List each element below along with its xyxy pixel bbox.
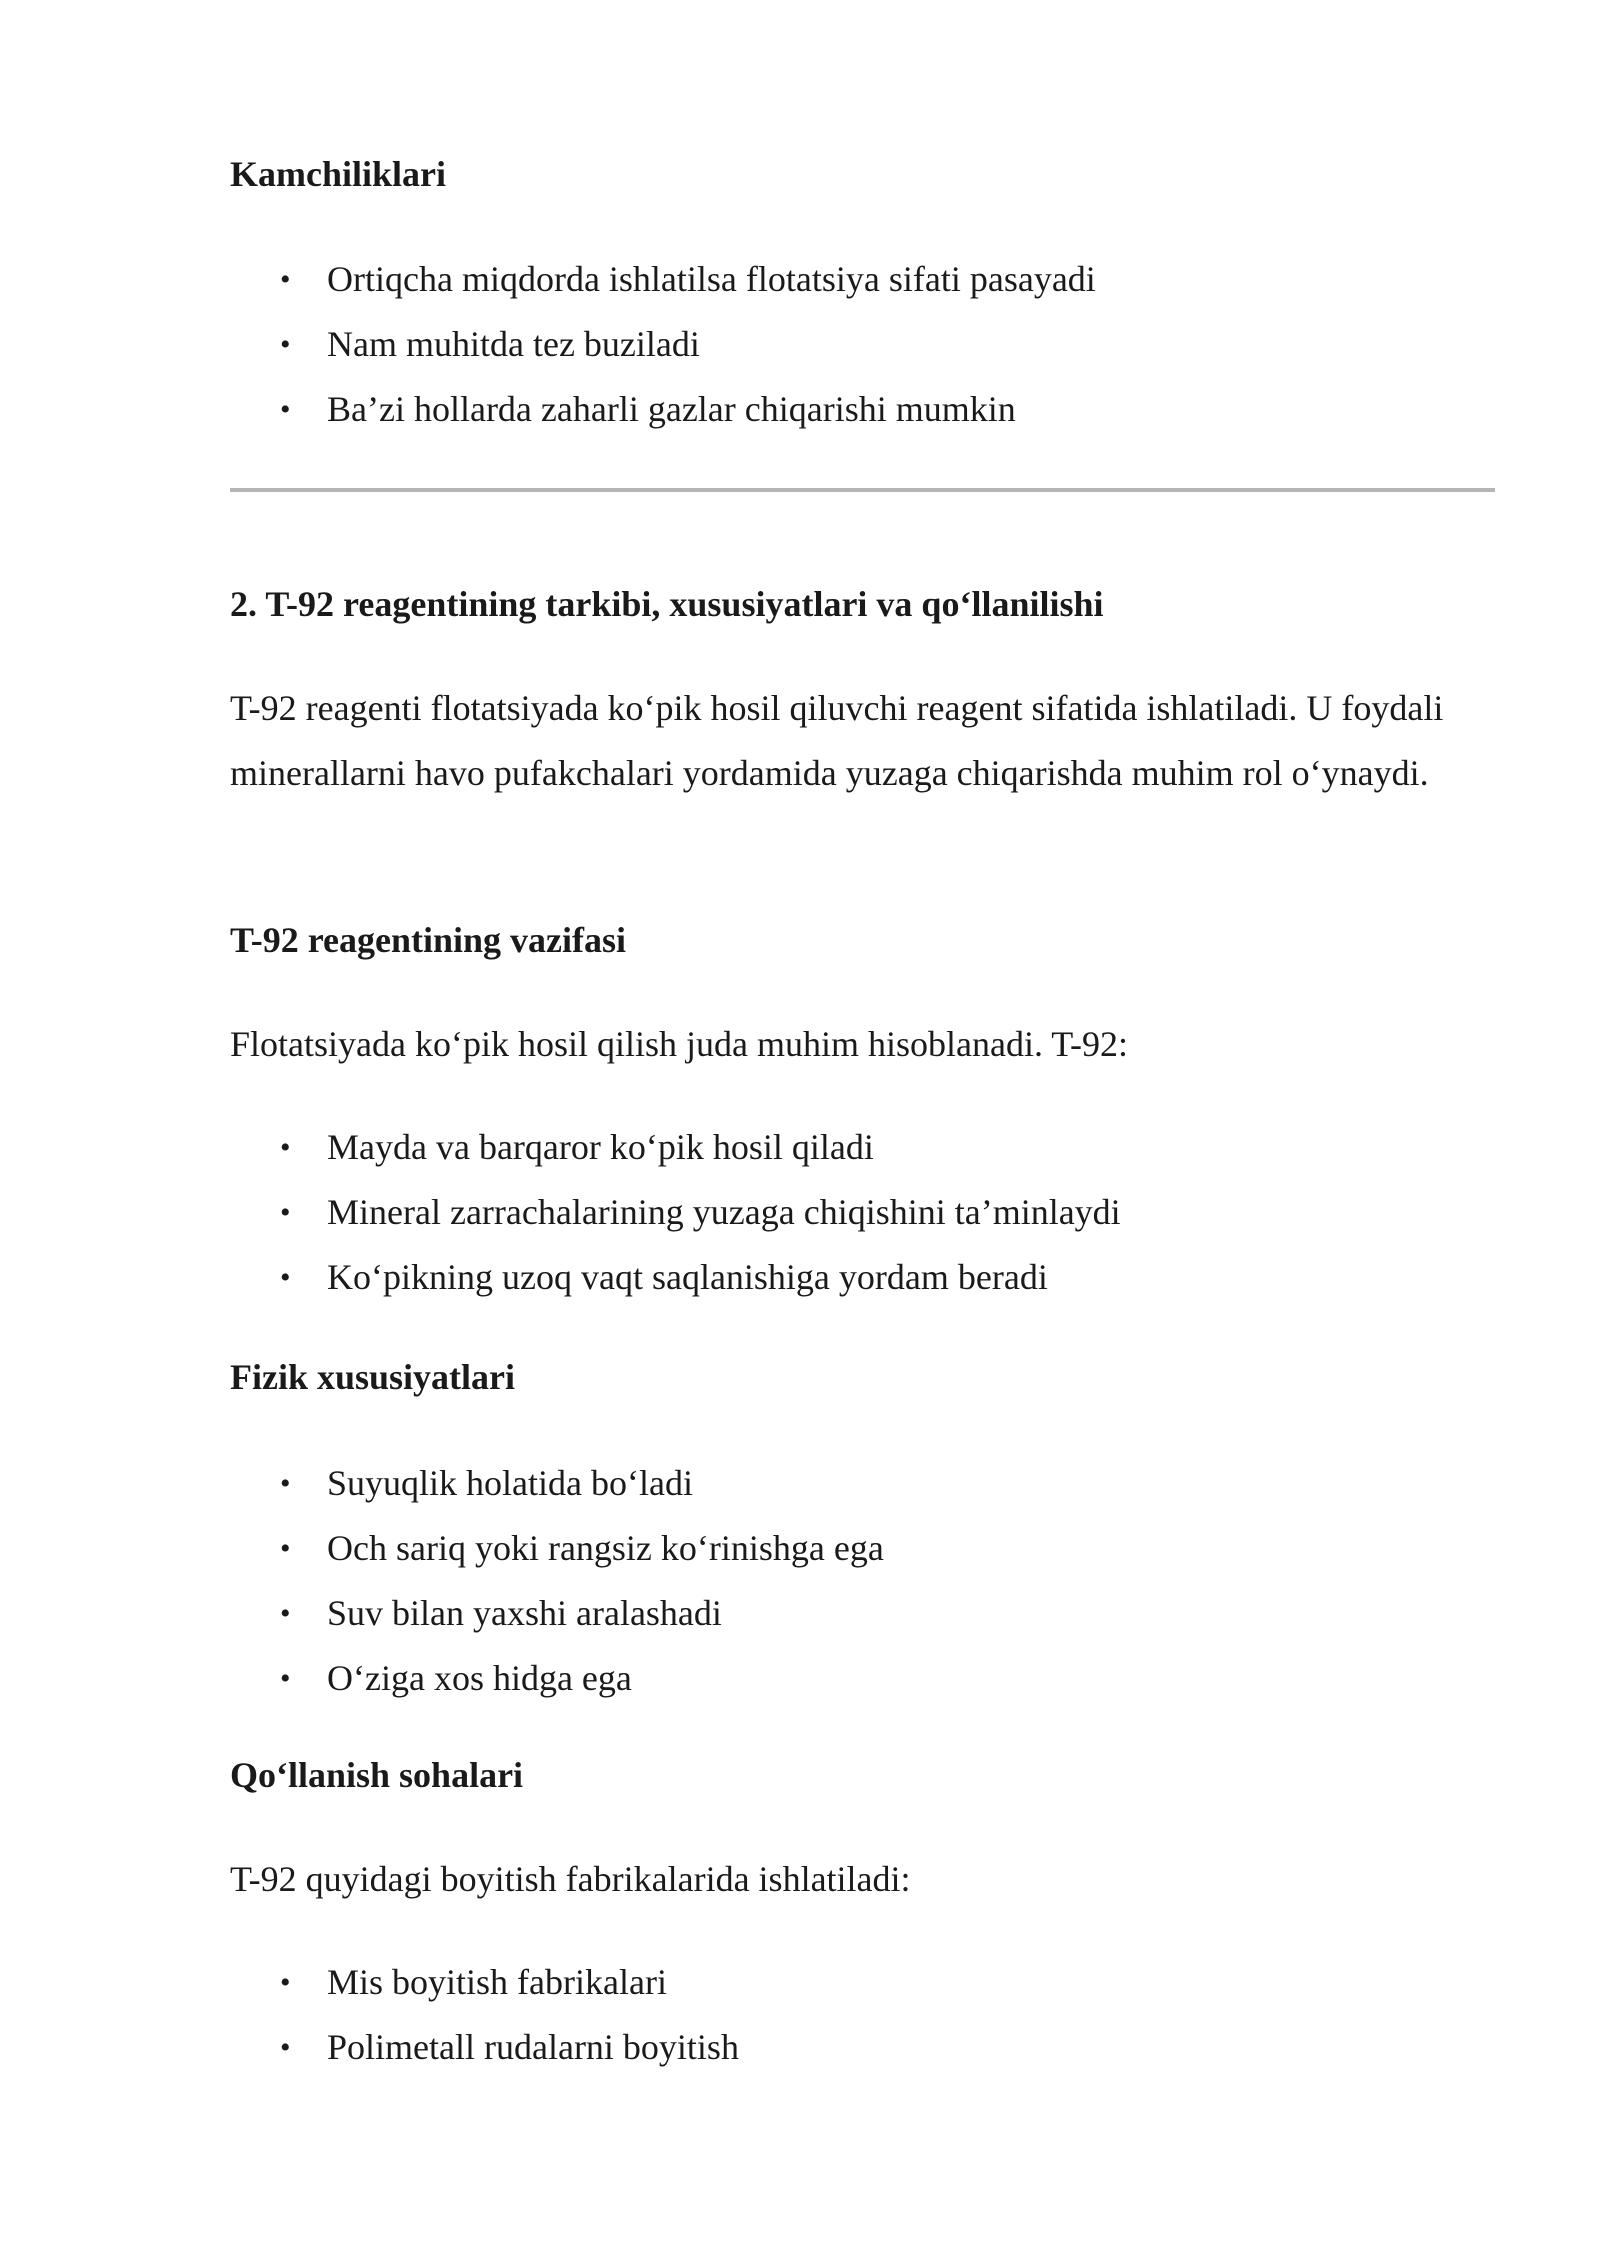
section-heading-t92: 2. T-92 reagentining tarkibi, xususiyatlari va qo‘llanilishi xyxy=(230,584,1104,624)
bullet-icon: • xyxy=(280,263,291,296)
section2-intro-paragraph: T-92 reagenti flotatsiyada ko‘pik hosil qiluvchi reagent sifatida ishlatiladi. U foydali minerallarni havo pufakchalari yordamida yuzaga chiqarishda muhim rol o‘ynaydi. xyxy=(230,688,1444,793)
bullet-icon: • xyxy=(280,1966,291,1999)
section-heading-qollanish: Qo‘llanish sohalari xyxy=(230,1755,524,1795)
vazifasi-list xyxy=(230,1115,1121,1310)
section-heading-vazifasi: T-92 reagentining vazifasi xyxy=(230,920,627,960)
list-item: • Polimetall rudalarni boyitish xyxy=(230,2015,739,2080)
list-item: • Nam muhitda tez buziladi xyxy=(230,312,1096,377)
qollanish-list xyxy=(230,1950,739,2080)
list-item: • Ba’zi hollarda zaharli gazlar chiqarishi mumkin xyxy=(230,377,1096,442)
kamchiliklar-list xyxy=(230,247,1096,442)
list-item: • Suv bilan yaxshi aralashadi xyxy=(230,1581,884,1646)
list-item: • Ko‘pikning uzoq vaqt saqlanishiga yordam beradi xyxy=(230,1245,1121,1310)
bullet-icon: • xyxy=(280,393,291,426)
list-item: • Mayda va barqaror ko‘pik hosil qiladi xyxy=(230,1115,1121,1180)
section-heading-fizik: Fizik xususiyatlari xyxy=(230,1357,516,1397)
bullet-icon: • xyxy=(280,328,291,361)
list-item: • Mineral zarrachalarining yuzaga chiqishini ta’minlaydi xyxy=(230,1180,1121,1245)
bullet-icon: • xyxy=(280,1532,291,1565)
list-item: • Ortiqcha miqdorda ishlatilsa flotatsiya sifati pasayadi xyxy=(230,247,1096,312)
horizontal-divider xyxy=(230,488,1495,492)
list-item: • Mis boyitish fabrikalari xyxy=(230,1950,739,2015)
bullet-icon: • xyxy=(280,1662,291,1695)
fizik-list xyxy=(230,1451,884,1711)
qollanish-intro-paragraph: T-92 quyidagi boyitish fabrikalarida ishlatiladi: xyxy=(230,1859,911,1899)
list-item: • Och sariq yoki rangsiz ko‘rinishga ega xyxy=(230,1516,884,1581)
list-item: • Suyuqlik holatida bo‘ladi xyxy=(230,1451,884,1516)
bullet-icon: • xyxy=(280,1196,291,1229)
section-heading-kamchiliklari: Kamchiliklari xyxy=(230,154,446,194)
bullet-icon: • xyxy=(280,1131,291,1164)
bullet-icon: • xyxy=(280,1261,291,1294)
bullet-icon: • xyxy=(280,1597,291,1630)
vazifasi-intro-paragraph: Flotatsiyada ko‘pik hosil qilish juda muhim hisoblanadi. T-92: xyxy=(230,1024,1128,1064)
bullet-icon: • xyxy=(280,2031,291,2064)
bullet-icon: • xyxy=(280,1467,291,1500)
list-item: • O‘ziga xos hidga ega xyxy=(230,1646,884,1711)
